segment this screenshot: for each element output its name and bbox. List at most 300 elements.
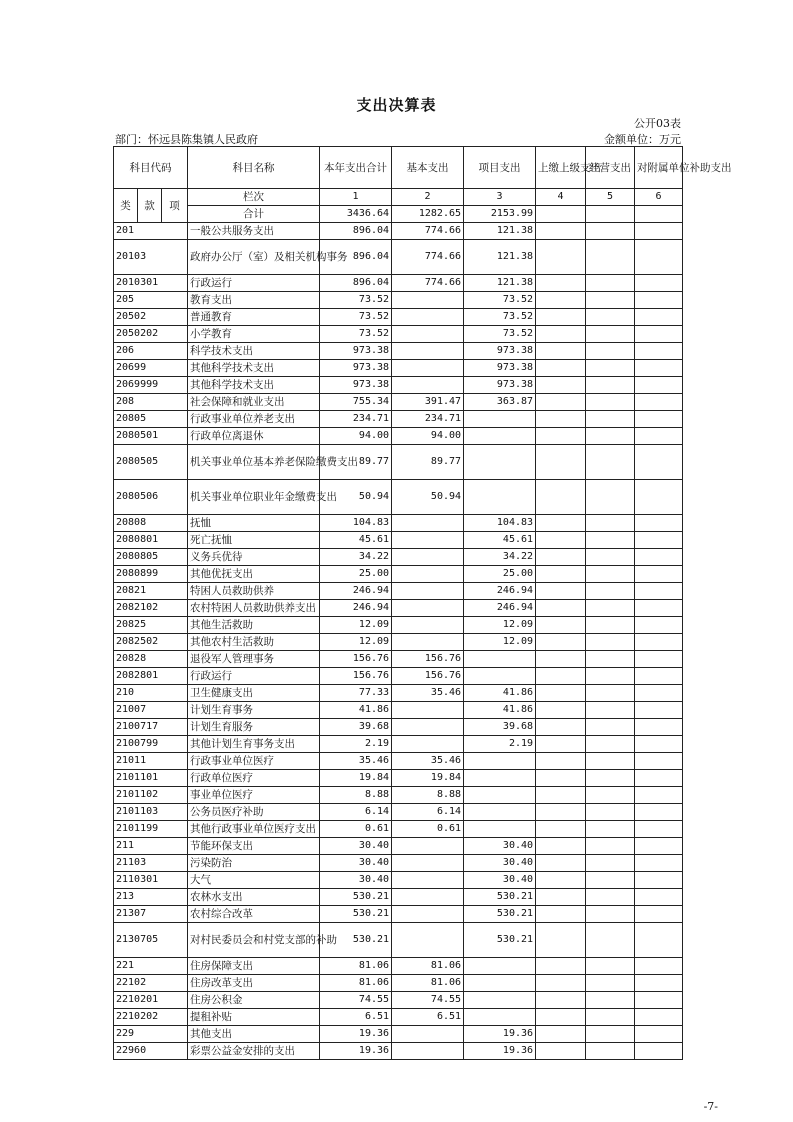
row-project: 30.40	[464, 855, 536, 872]
row-subsidy	[635, 532, 683, 549]
row-total: 73.52	[320, 309, 392, 326]
row-code: 20828	[114, 651, 188, 668]
page-number: -7-	[703, 1100, 718, 1113]
table-row	[114, 889, 683, 906]
row-subsidy	[635, 753, 683, 770]
row-basic: 19.84	[392, 770, 464, 787]
row-upper	[536, 855, 586, 872]
row-business	[586, 275, 635, 292]
row-total: 77.33	[320, 685, 392, 702]
row-name: 其他行政事业单位医疗支出	[188, 821, 320, 838]
row-name: 其他计划生育事务支出	[188, 736, 320, 753]
row-subsidy	[635, 600, 683, 617]
table-row	[114, 736, 683, 753]
row-total: 530.21	[320, 889, 392, 906]
row-subsidy	[635, 804, 683, 821]
row-upper	[536, 309, 586, 326]
table-row	[114, 292, 683, 309]
row-name: 行政单位离退休	[188, 428, 320, 445]
row-total: 896.04	[320, 240, 392, 275]
row-subsidy	[635, 821, 683, 838]
row-total: 73.52	[320, 292, 392, 309]
row-project: 73.52	[464, 326, 536, 343]
row-total: 12.09	[320, 634, 392, 651]
row-subsidy	[635, 685, 683, 702]
row-subsidy	[635, 1009, 683, 1026]
header-kuan: 款	[138, 189, 162, 223]
row-code: 211	[114, 838, 188, 855]
row-basic	[392, 583, 464, 600]
row-total: 896.04	[320, 223, 392, 240]
row-upper	[536, 240, 586, 275]
row-upper	[536, 326, 586, 343]
row-code: 205	[114, 292, 188, 309]
row-name: 彩票公益金安排的支出	[188, 1043, 320, 1060]
col-num: 4	[536, 189, 586, 206]
row-upper	[536, 702, 586, 719]
table-row	[114, 906, 683, 923]
row-total: 34.22	[320, 549, 392, 566]
row-code: 2010301	[114, 275, 188, 292]
row-subsidy	[635, 515, 683, 532]
row-business	[586, 787, 635, 804]
table-row	[114, 770, 683, 787]
row-basic	[392, 566, 464, 583]
row-upper	[536, 360, 586, 377]
row-total: 2.19	[320, 736, 392, 753]
row-project: 12.09	[464, 617, 536, 634]
row-subsidy	[635, 975, 683, 992]
row-upper	[536, 532, 586, 549]
table-row	[114, 923, 683, 958]
row-subsidy	[635, 668, 683, 685]
row-project: 19.36	[464, 1043, 536, 1060]
row-code: 22102	[114, 975, 188, 992]
row-business	[586, 360, 635, 377]
row-subsidy	[635, 394, 683, 411]
row-subsidy	[635, 719, 683, 736]
row-subsidy	[635, 838, 683, 855]
row-basic: 89.77	[392, 445, 464, 480]
row-business	[586, 309, 635, 326]
department-label: 部门：怀远县陈集镇人民政府	[115, 133, 258, 146]
row-code: 21103	[114, 855, 188, 872]
row-code: 2100799	[114, 736, 188, 753]
row-total: 156.76	[320, 651, 392, 668]
row-upper	[536, 685, 586, 702]
row-name: 其他支出	[188, 1026, 320, 1043]
row-upper	[536, 958, 586, 975]
row-project: 19.36	[464, 1026, 536, 1043]
row-business	[586, 1043, 635, 1060]
header-subsidy: 对附属单位补助支出	[635, 147, 683, 189]
row-code: 20699	[114, 360, 188, 377]
table-row	[114, 1043, 683, 1060]
row-code: 21007	[114, 702, 188, 719]
row-upper	[536, 906, 586, 923]
row-upper	[536, 634, 586, 651]
row-basic: 81.06	[392, 975, 464, 992]
row-business	[586, 343, 635, 360]
row-basic	[392, 549, 464, 566]
row-business	[586, 906, 635, 923]
row-project: 121.38	[464, 275, 536, 292]
row-subsidy	[635, 1043, 683, 1060]
row-name: 机关事业单位基本养老保险缴费支出	[188, 445, 320, 480]
row-total: 755.34	[320, 394, 392, 411]
row-basic: 81.06	[392, 958, 464, 975]
row-code: 22960	[114, 1043, 188, 1060]
row-business	[586, 223, 635, 240]
row-subsidy	[635, 787, 683, 804]
row-basic	[392, 634, 464, 651]
column-label: 栏次	[188, 189, 320, 206]
row-subsidy	[635, 480, 683, 515]
table-row	[114, 787, 683, 804]
row-business	[586, 326, 635, 343]
row-basic	[392, 360, 464, 377]
row-project	[464, 753, 536, 770]
row-name: 农村综合改革	[188, 906, 320, 923]
row-total: 50.94	[320, 480, 392, 515]
row-code: 20821	[114, 583, 188, 600]
header-business: 经营支出	[586, 147, 635, 189]
row-basic: 774.66	[392, 275, 464, 292]
total-project: 2153.99	[464, 206, 536, 223]
row-code: 208	[114, 394, 188, 411]
row-business	[586, 651, 635, 668]
header-name: 科目名称	[188, 147, 320, 189]
row-basic	[392, 617, 464, 634]
row-upper	[536, 583, 586, 600]
row-business	[586, 617, 635, 634]
row-total: 6.14	[320, 804, 392, 821]
row-business	[586, 480, 635, 515]
row-basic: 94.00	[392, 428, 464, 445]
row-basic	[392, 923, 464, 958]
row-total: 19.36	[320, 1043, 392, 1060]
table-row	[114, 804, 683, 821]
row-project	[464, 428, 536, 445]
row-business	[586, 583, 635, 600]
row-code: 2210201	[114, 992, 188, 1009]
row-project	[464, 770, 536, 787]
row-upper	[536, 923, 586, 958]
header-project: 项目支出	[464, 147, 536, 189]
row-name: 义务兵优待	[188, 549, 320, 566]
row-project: 30.40	[464, 838, 536, 855]
row-code: 206	[114, 343, 188, 360]
row-business	[586, 1009, 635, 1026]
row-subsidy	[635, 411, 683, 428]
row-business	[586, 377, 635, 394]
row-code: 229	[114, 1026, 188, 1043]
table-row	[114, 566, 683, 583]
row-project: 39.68	[464, 719, 536, 736]
row-project	[464, 651, 536, 668]
row-basic	[392, 532, 464, 549]
row-basic	[392, 855, 464, 872]
col-num: 2	[392, 189, 464, 206]
row-subsidy	[635, 240, 683, 275]
row-basic: 6.51	[392, 1009, 464, 1026]
table-row	[114, 343, 683, 360]
table-row	[114, 600, 683, 617]
unit-label: 金额单位：万元	[604, 133, 681, 146]
table-row	[114, 377, 683, 394]
table-row	[114, 838, 683, 855]
row-business	[586, 445, 635, 480]
row-upper	[536, 668, 586, 685]
table-row	[114, 668, 683, 685]
row-project: 973.38	[464, 377, 536, 394]
row-upper	[536, 804, 586, 821]
row-basic	[392, 889, 464, 906]
header-lei: 类	[114, 189, 138, 223]
row-name: 住房改革支出	[188, 975, 320, 992]
row-basic	[392, 515, 464, 532]
row-name: 退役军人管理事务	[188, 651, 320, 668]
row-total: 19.36	[320, 1026, 392, 1043]
row-business	[586, 428, 635, 445]
row-subsidy	[635, 923, 683, 958]
row-project	[464, 480, 536, 515]
row-total: 530.21	[320, 923, 392, 958]
row-code: 2101101	[114, 770, 188, 787]
row-project: 45.61	[464, 532, 536, 549]
row-project: 30.40	[464, 872, 536, 889]
column-index-row	[114, 189, 683, 206]
row-total: 8.88	[320, 787, 392, 804]
row-upper	[536, 223, 586, 240]
row-basic	[392, 719, 464, 736]
row-name: 卫生健康支出	[188, 685, 320, 702]
row-basic: 50.94	[392, 480, 464, 515]
row-subsidy	[635, 566, 683, 583]
total-subsidy	[635, 206, 683, 223]
table-row	[114, 753, 683, 770]
row-project: 973.38	[464, 360, 536, 377]
row-name: 其他科学技术支出	[188, 377, 320, 394]
row-upper	[536, 515, 586, 532]
row-subsidy	[635, 736, 683, 753]
col-num: 1	[320, 189, 392, 206]
row-project: 104.83	[464, 515, 536, 532]
header-code: 科目代码	[114, 147, 188, 189]
row-total: 530.21	[320, 906, 392, 923]
total-amount: 3436.64	[320, 206, 392, 223]
row-name: 行政事业单位养老支出	[188, 411, 320, 428]
row-business	[586, 923, 635, 958]
row-business	[586, 668, 635, 685]
row-code: 201	[114, 223, 188, 240]
row-code: 20103	[114, 240, 188, 275]
row-total: 89.77	[320, 445, 392, 480]
row-upper	[536, 736, 586, 753]
row-upper	[536, 292, 586, 309]
row-total: 41.86	[320, 702, 392, 719]
table-row	[114, 651, 683, 668]
row-name: 政府办公厅（室）及相关机构事务	[188, 240, 320, 275]
row-total: 246.94	[320, 583, 392, 600]
row-upper	[536, 394, 586, 411]
row-code: 2101199	[114, 821, 188, 838]
row-total: 94.00	[320, 428, 392, 445]
row-total: 74.55	[320, 992, 392, 1009]
row-project	[464, 821, 536, 838]
table-row	[114, 394, 683, 411]
row-business	[586, 975, 635, 992]
row-upper	[536, 411, 586, 428]
row-project	[464, 668, 536, 685]
row-total: 973.38	[320, 360, 392, 377]
row-code: 2101103	[114, 804, 188, 821]
table-row	[114, 532, 683, 549]
row-business	[586, 821, 635, 838]
row-name: 大气	[188, 872, 320, 889]
total-row	[114, 206, 683, 223]
table-row	[114, 1009, 683, 1026]
row-project	[464, 804, 536, 821]
row-subsidy	[635, 445, 683, 480]
row-business	[586, 634, 635, 651]
row-subsidy	[635, 583, 683, 600]
row-total: 973.38	[320, 377, 392, 394]
col-num: 3	[464, 189, 536, 206]
row-code: 2069999	[114, 377, 188, 394]
row-total: 35.46	[320, 753, 392, 770]
row-business	[586, 566, 635, 583]
row-code: 2080899	[114, 566, 188, 583]
header-basic: 基本支出	[392, 147, 464, 189]
row-upper	[536, 838, 586, 855]
row-total: 234.71	[320, 411, 392, 428]
row-name: 小学教育	[188, 326, 320, 343]
row-basic: 391.47	[392, 394, 464, 411]
row-project	[464, 958, 536, 975]
row-upper	[536, 1009, 586, 1026]
row-business	[586, 992, 635, 1009]
row-business	[586, 532, 635, 549]
row-project	[464, 787, 536, 804]
col-num: 6	[635, 189, 683, 206]
form-code: 公开03表	[634, 117, 681, 130]
row-business	[586, 872, 635, 889]
row-subsidy	[635, 634, 683, 651]
row-upper	[536, 1043, 586, 1060]
row-project: 41.86	[464, 702, 536, 719]
row-code: 2080505	[114, 445, 188, 480]
row-business	[586, 549, 635, 566]
table-row	[114, 583, 683, 600]
row-name: 节能环保支出	[188, 838, 320, 855]
row-upper	[536, 787, 586, 804]
row-subsidy	[635, 872, 683, 889]
row-basic	[392, 292, 464, 309]
row-project: 2.19	[464, 736, 536, 753]
row-business	[586, 804, 635, 821]
header-xiang: 项	[162, 189, 188, 223]
row-project: 121.38	[464, 240, 536, 275]
row-subsidy	[635, 292, 683, 309]
row-project: 12.09	[464, 634, 536, 651]
row-total: 25.00	[320, 566, 392, 583]
table-row	[114, 549, 683, 566]
row-basic	[392, 1026, 464, 1043]
row-total: 81.06	[320, 958, 392, 975]
row-upper	[536, 549, 586, 566]
total-upper	[536, 206, 586, 223]
row-total: 30.40	[320, 855, 392, 872]
row-upper	[536, 343, 586, 360]
row-name: 提租补贴	[188, 1009, 320, 1026]
table-row	[114, 326, 683, 343]
row-name: 行政事业单位医疗	[188, 753, 320, 770]
row-name: 其他科学技术支出	[188, 360, 320, 377]
row-name: 特困人员救助供养	[188, 583, 320, 600]
row-name: 一般公共服务支出	[188, 223, 320, 240]
row-subsidy	[635, 651, 683, 668]
row-subsidy	[635, 428, 683, 445]
row-basic: 8.88	[392, 787, 464, 804]
row-name: 计划生育服务	[188, 719, 320, 736]
row-project: 73.52	[464, 292, 536, 309]
row-basic	[392, 702, 464, 719]
row-upper	[536, 889, 586, 906]
header-upper: 上缴上级支出	[536, 147, 586, 189]
row-basic: 774.66	[392, 223, 464, 240]
row-upper	[536, 1026, 586, 1043]
row-subsidy	[635, 549, 683, 566]
row-name: 科学技术支出	[188, 343, 320, 360]
total-label: 合计	[188, 206, 320, 223]
table-row	[114, 855, 683, 872]
row-upper	[536, 445, 586, 480]
row-project: 73.52	[464, 309, 536, 326]
row-subsidy	[635, 1026, 683, 1043]
row-business	[586, 685, 635, 702]
row-basic	[392, 377, 464, 394]
row-basic: 0.61	[392, 821, 464, 838]
row-name: 行政运行	[188, 668, 320, 685]
row-code: 2130705	[114, 923, 188, 958]
row-code: 20825	[114, 617, 188, 634]
row-code: 20805	[114, 411, 188, 428]
table-row	[114, 428, 683, 445]
table-row	[114, 821, 683, 838]
row-total: 156.76	[320, 668, 392, 685]
row-upper	[536, 377, 586, 394]
row-code: 221	[114, 958, 188, 975]
total-basic: 1282.65	[392, 206, 464, 223]
row-basic: 74.55	[392, 992, 464, 1009]
row-code: 20808	[114, 515, 188, 532]
table-row	[114, 240, 683, 275]
header-total: 本年支出合计	[320, 147, 392, 189]
table-row	[114, 992, 683, 1009]
row-name: 社会保障和就业支出	[188, 394, 320, 411]
table-row	[114, 872, 683, 889]
row-subsidy	[635, 855, 683, 872]
row-project	[464, 445, 536, 480]
table-row	[114, 360, 683, 377]
row-project: 246.94	[464, 583, 536, 600]
row-upper	[536, 872, 586, 889]
row-basic: 774.66	[392, 240, 464, 275]
row-basic: 156.76	[392, 651, 464, 668]
row-upper	[536, 992, 586, 1009]
row-name: 其他农村生活救助	[188, 634, 320, 651]
